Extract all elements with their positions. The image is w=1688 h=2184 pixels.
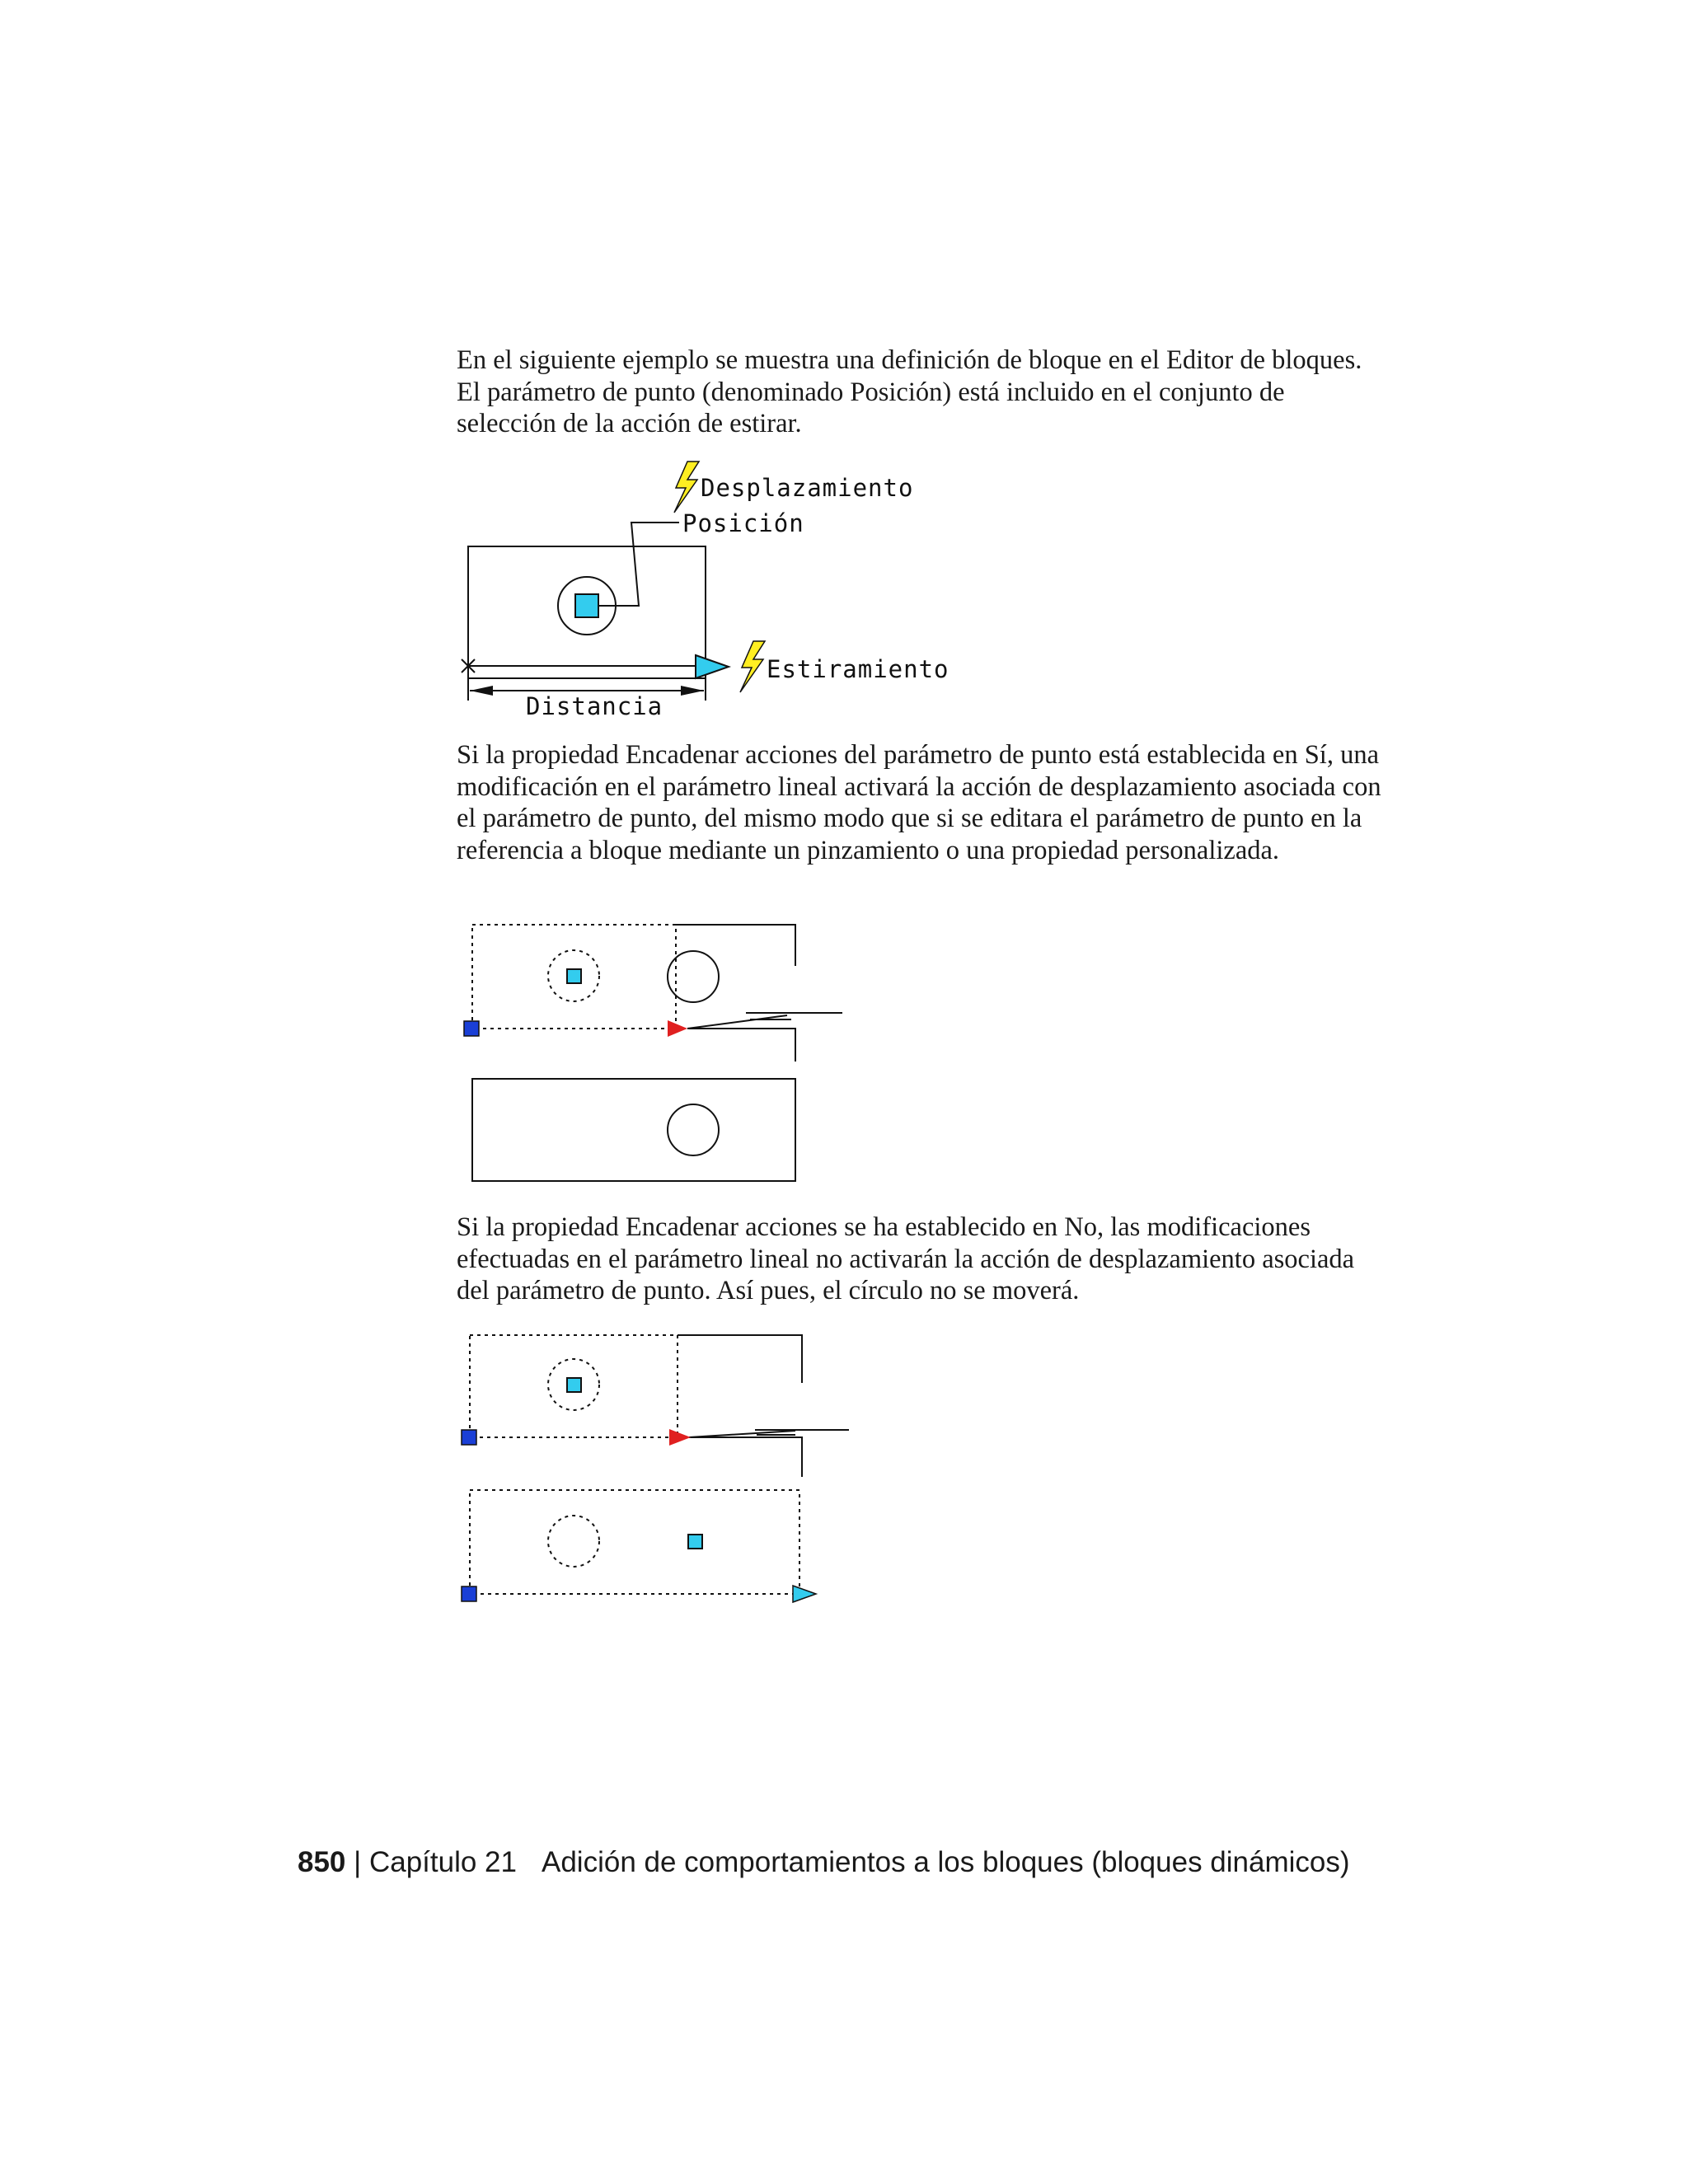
result-block-dashed (470, 1490, 799, 1594)
stretched-block-edge-bottom (691, 1437, 802, 1477)
base-grip (462, 1430, 476, 1445)
stretch-grip-arrow (793, 1586, 816, 1602)
moved-position-grip (688, 1535, 702, 1549)
page-number: 850 (298, 1846, 346, 1878)
chapter-label: Capítulo 21 (368, 1846, 517, 1878)
stretch-grip-arrow-active (669, 1429, 691, 1446)
base-grip (462, 1586, 476, 1601)
position-param-label: Posición (682, 509, 804, 537)
chain-actions-no-paragraph: Si la propiedad Encadenar acciones se ha establecido en No, las modificaciones efectuadas en el parámetro lineal no activarán la acción de desplazamiento asociada del parámetro de punto. Así pues, el círculo no se moverá. (457, 1212, 1355, 1305)
stretch-action-label: Estiramiento (767, 655, 950, 683)
page-footer (298, 1846, 1350, 1879)
footer-separator: | (354, 1846, 362, 1878)
position-grip (567, 1378, 581, 1392)
stretched-block-edge (678, 1335, 802, 1383)
distance-param-label: Distancia (526, 692, 663, 720)
chain-actions-yes-paragraph: Si la propiedad Encadenar acciones del parámetro de punto está establecida en Sí, una modificación en el parámetro lineal activará la acción de desplazamiento asociada con el parámetro de punto, del mismo modo que si se editara el parámetro de punto en la referencia a bloque mediante un pinzamiento o una propiedad personalizada. (457, 740, 1381, 865)
chapter-title: Adición de comportamientos a los bloques (bloques dinámicos) (542, 1846, 1350, 1878)
intro-paragraph: En el siguiente ejemplo se muestra una definición de bloque en el Editor de bloques. El parámetro de punto (denominado Posición) está incluido en el conjunto de selección de la acción de estirar. (457, 345, 1362, 438)
unmoved-circle-dashed (548, 1516, 599, 1567)
move-action-label: Desplazamiento (701, 474, 914, 502)
